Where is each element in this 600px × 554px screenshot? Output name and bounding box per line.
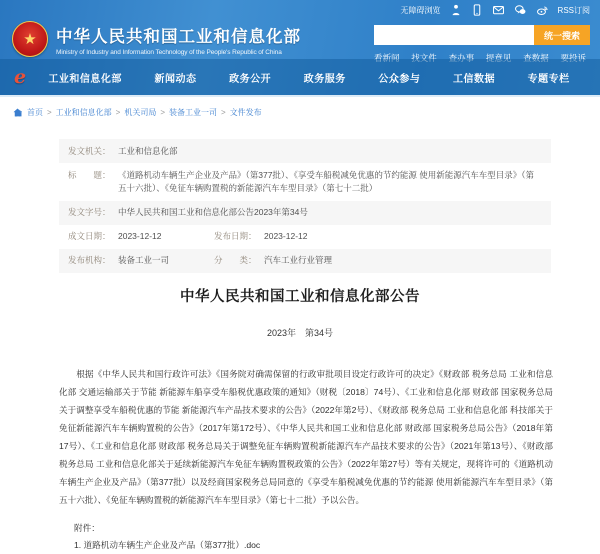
meta-row-title [59,163,551,200]
attachment-label: 附件： [74,523,100,534]
breadcrumb-file-release[interactable]: 文件发布 [229,108,262,117]
quick-link-news[interactable]: 看新闻 [374,53,400,63]
attachment-doc-link[interactable]: 1. 道路机动车辆生产企业及产品（第377批）.doc [74,540,261,551]
attachment-section [74,520,600,554]
accessibility-icon[interactable] [450,4,462,16]
site-title-cn: 中华人民共和国工业和信息化部 [56,27,301,46]
main-nav [0,59,600,95]
meta-label: 发文机关： [68,145,111,156]
meta-label: 分 类： [214,255,257,266]
home-icon [13,108,22,117]
nav-item-miit-data[interactable]: 工信数据 [453,73,496,85]
nav-item-gov-services[interactable]: 政务服务 [303,73,346,85]
breadcrumb-home[interactable]: 首页 [27,108,43,117]
meta-value: 2023-12-12 [118,231,162,242]
meta-value: 工业和信息化部 [118,145,178,156]
meta-value: 《道路机动车辆生产企业及产品》（第377批）、《享受车船税减免优惠的节约能源 使用新能源汽车车型目录》（第五十六批）、《免征车辆购置税的新能源汽车车型目录》（第七十二批） [118,169,535,193]
meta-label: 发布机构： [68,255,111,266]
weibo-icon[interactable] [536,4,549,16]
announcement-issue-number: 2023年 第34号 [266,328,334,339]
meta-label: 发布日期： [214,231,257,242]
meta-row-publisher [59,249,551,273]
nav-item-miit[interactable]: 工业和信息化部 [48,73,122,85]
announcement-body: 根据《中华人民共和国行政许可法》《国务院对确需保留的行政审批项目设定行政许可的决定》《财政部 税务总局 工业和信息化部 交通运输部关于节能 新能源车船享受车船税优惠政策的通知》（财税〔2018〕74号）、《工业和信息化部 财政部 国家税务总局关于调整享受车船税优惠的节能 新能源汽车产品技术要求的公告》（2022年第2号）、《财政部 税务总局 工业和信息化部 科技部关于免征新能源汽车车辆购置税的公告》（2017年第172号）、《中华人民共和国工业和信息化部 财政部 国家税务总局公告》（2018年第17号）、《工业和信息化部 财政部 税务总局关于调整免征车辆购置税新能源汽车产品技术要求的公告》（2021年第13号）、《财政部 税务总局 工业和信息化部关于延续新能源汽车免征车辆购置税政策的公告》（2022年第27号）等有关规定，现将许可的《道路机动车辆生产企业及产品》（第377批）以及经商国家税务总局同意的《享受车船税减免优惠的节约能源 使用新能源汽车车型目录》（第五十六批）、《免征车辆购置税的新能源汽车车型目录》（第七十二批）予以公告。 [59,369,553,506]
quick-link-opinions[interactable]: 提意见 [485,53,512,63]
quick-link-complaints[interactable]: 要投诉 [560,53,586,63]
accessibility-link[interactable]: 无障碍浏览 [400,5,441,15]
site-title-en: Ministry of Industry and Information Technology of the People's Republic of China [56,48,282,56]
search-button[interactable]: 统一搜索 [534,25,590,45]
search-input[interactable] [374,25,534,45]
meta-value: 装备工业一司 [118,255,170,266]
breadcrumb-departments[interactable]: 机关司局 [124,108,157,117]
breadcrumb-miit[interactable]: 工业和信息化部 [55,108,112,117]
nav-item-special-topics[interactable]: 专题专栏 [527,73,570,85]
meta-label: 发文字号： [68,207,111,218]
meta-label: 标 题： [68,169,111,180]
nav-item-gov-disclosure[interactable]: 政务公开 [229,73,272,85]
document-meta-table [59,139,551,273]
quick-link-data[interactable]: 查数据 [523,53,549,63]
wechat-icon[interactable] [514,4,527,16]
meta-value: 中华人民共和国工业和信息化部公告2023年第34号 [118,207,308,218]
mobile-icon[interactable] [471,4,483,16]
nav-item-news[interactable]: 新闻动态 [154,73,197,85]
breadcrumb: 首页 > 工业和信息化部 > 机关司局 > 装备工业一司 > 文件发布 [0,97,600,118]
site-header [0,0,600,97]
quick-link-services[interactable]: 查办事 [448,53,475,63]
brand [12,21,301,57]
meta-label: 成文日期： [68,231,111,242]
nav-item-public-participation[interactable]: 公众参与 [378,73,421,85]
meta-value: 汽车工业行业管理 [264,255,333,266]
meta-value: 2023-12-12 [264,231,308,242]
mail-icon[interactable] [492,4,505,16]
quick-link-files[interactable]: 找文件 [411,53,437,63]
breadcrumb-equipment-dept[interactable]: 装备工业一司 [169,108,218,117]
rss-link[interactable]: RSS订阅 [557,5,590,15]
national-emblem-logo: ★ [12,21,48,57]
meta-row-doc-number [59,201,551,225]
meta-row-issuing-org [59,139,551,163]
announcement-title: 中华人民共和国工业和信息化部公告 [180,289,420,306]
utility-bar [401,4,590,16]
miit-e-logo-icon: e [14,65,27,88]
meta-row-dates [59,225,551,249]
